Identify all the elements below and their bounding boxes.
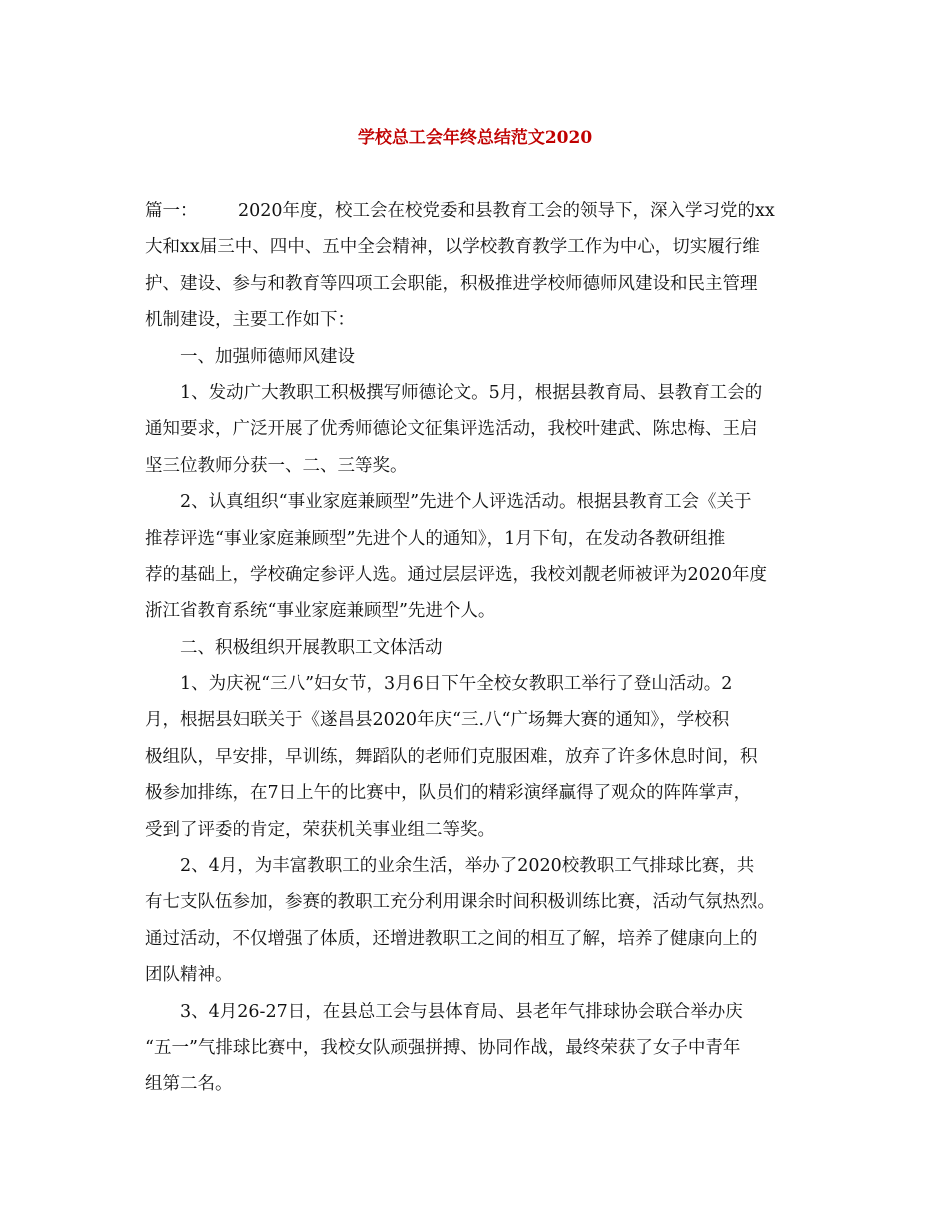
paragraph-line: 荐的基础上，学校确定参评人选。通过层层评选，我校刘靓老师被评为2020年度 — [145, 564, 768, 585]
paragraph-line: 浙江省教育系统“事业家庭兼顾型”先进个人。 — [145, 601, 496, 622]
paragraph-line: 组第二名。 — [145, 1074, 233, 1095]
paragraph-line: 极参加排练，在7日上午的比赛中，队员们的精彩演绎赢得了观众的阵阵掌声， — [145, 783, 752, 804]
paragraph-line: 坚三位教师分获一、二、三等奖。 — [145, 455, 408, 476]
paragraph-line: 极组队，早安排，早训练，舞蹈队的老师们克服困难，放弃了许多休息时间，积 — [145, 746, 758, 767]
paragraph-line: 月，根据县妇联关于《遂昌县2020年庆“三.八“广场舞大赛的通知》，学校积 — [145, 710, 730, 731]
paragraph-line: 团队精神。 — [145, 965, 233, 986]
document-body — [145, 193, 815, 1103]
section-label: 篇一： — [145, 201, 198, 221]
paragraph-line: 1、发动广大教职工积极撰写师德论文。5月，根据县教育局、县教育工会的 — [180, 382, 763, 403]
paragraph-line: 2、4月，为丰富教职工的业余生活，举办了2020校教职工气排球比赛，共 — [180, 856, 755, 877]
paragraph-line: 大和xx届三中、四中、五中全会精神，以学校教育教学工作为中心，切实履行维 — [145, 237, 760, 258]
paragraph-line: 1、为庆祝“三八”妇女节，3月6日下午全校女教职工举行了登山活动。2 — [180, 674, 733, 695]
paragraph-line — [145, 193, 815, 229]
paragraph-line: 通过活动，不仅增强了体质，还增进教职工之间的相互了解，培养了健康向上的 — [145, 928, 758, 949]
paragraph-line: 护、建设、参与和教育等四项工会职能，积极推进学校师德师风建设和民主管理 — [145, 273, 758, 294]
paragraph-line: 机制建设，主要工作如下： — [145, 310, 355, 331]
paragraph-line: “五一”气排球比赛中，我校女队顽强拼搏、协同作战，最终荣获了女子中青年 — [145, 1037, 741, 1058]
paragraph-line: 受到了评委的肯定，荣获机关事业组二等奖。 — [145, 819, 495, 840]
paragraph-line: 3、4月26-27日，在县总工会与县体育局、县老年气排球协会联合举办庆 — [180, 1001, 743, 1022]
section-heading: 一、加强师德师风建设 — [180, 346, 355, 367]
paragraph-line: 有七支队伍参加，参赛的教职工充分利用课余时间积极训练比赛，活动气氛热烈。 — [145, 892, 775, 913]
section-heading: 二、积极组织开展教职工文体活动 — [180, 637, 443, 658]
paragraph-line: 2、认真组织“事业家庭兼顾型”先进个人评选活动。根据县教育工会《关于 — [180, 492, 752, 513]
paragraph-line: 推荐评选“事业家庭兼顾型”先进个人的通知》，1月下旬，在发动各教研组推 — [145, 528, 726, 549]
paragraph-line: 通知要求，广泛开展了优秀师德论文征集评选活动，我校叶建武、陈忠梅、王启 — [145, 419, 758, 440]
document-title: 学校总工会年终总结范文2020 — [357, 128, 593, 148]
line-text: 2020年度，校工会在校党委和县教育工会的领导下，深入学习党的xx — [238, 201, 775, 221]
